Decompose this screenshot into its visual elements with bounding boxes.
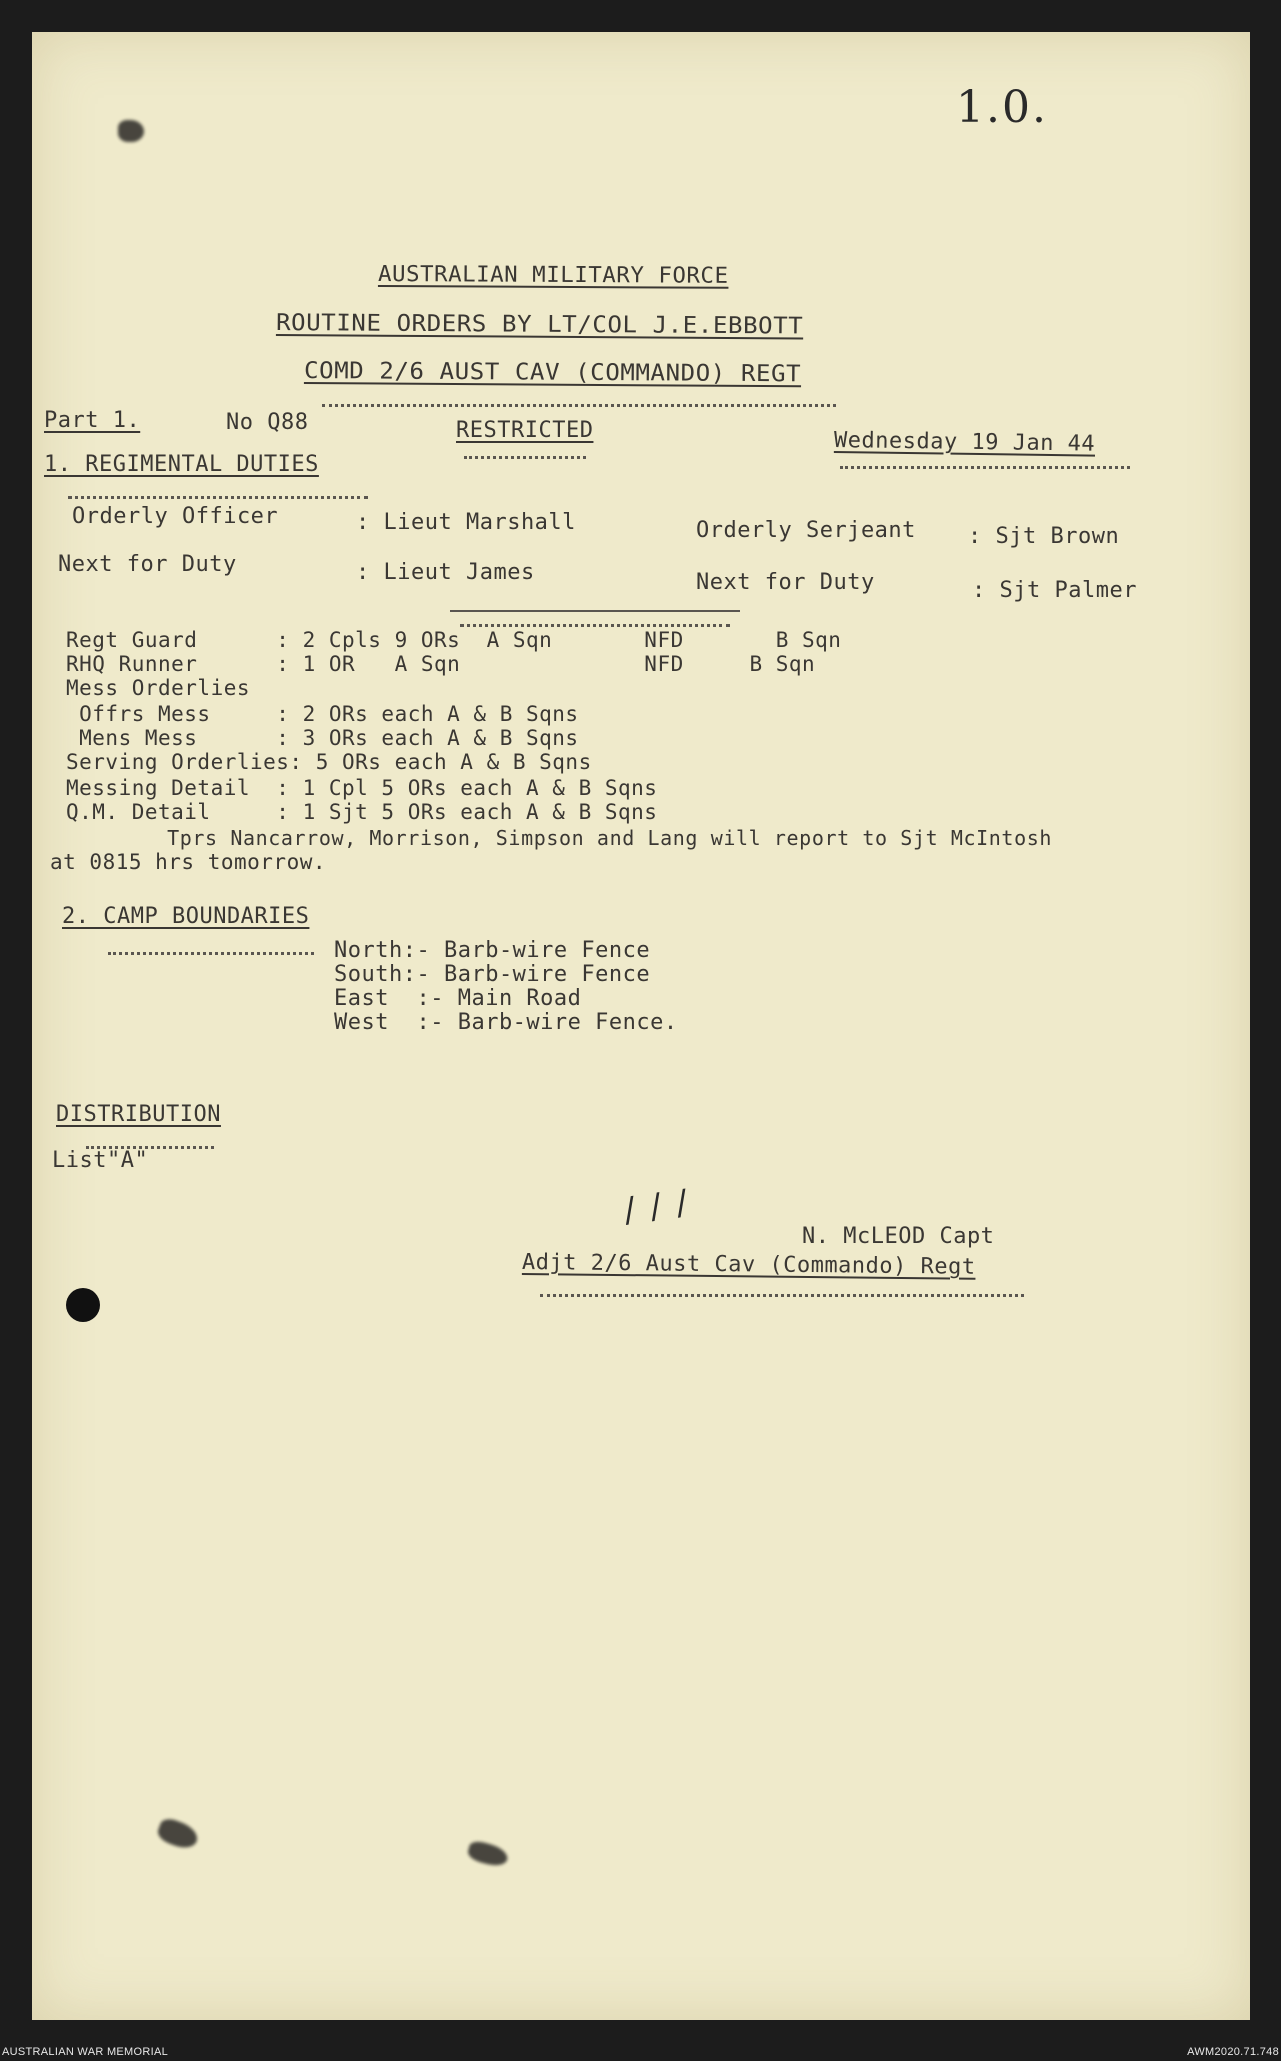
duty-label-orderly-serjeant: Orderly Serjeant	[696, 518, 916, 543]
detail-line-serving-orderlies: Serving Orderlies: 5 ORs each A & B Sqns	[66, 750, 592, 774]
distribution-title: DISTRIBUTION	[56, 1102, 221, 1127]
section2-dots	[108, 952, 314, 955]
detail-line-messing-detail: Messing Detail : 1 Cpl 5 ORs each A & B Sqns	[66, 776, 658, 800]
detail-line-regt-guard: Regt Guard : 2 Cpls 9 ORs A Sqn NFD B Sqn	[66, 628, 842, 652]
duty-separator	[450, 610, 740, 612]
classification-dots	[464, 456, 586, 459]
distribution-list: List"A"	[52, 1148, 149, 1173]
document-page	[32, 32, 1250, 2020]
folio-number: 1.0.	[956, 82, 1048, 133]
detail-line-rhq-runner: RHQ Runner : 1 OR A Sqn NFD B Sqn	[66, 652, 816, 676]
signatory-name: N. McLEOD Capt	[802, 1224, 995, 1249]
boundary-west: West :- Barb-wire Fence.	[334, 1010, 678, 1035]
duty-value-next-serjeant: : Sjt Palmer	[972, 578, 1137, 603]
detail-line-mens-mess: Mens Mess : 3 ORs each A & B Sqns	[66, 726, 579, 750]
duty-label-next-serjeant: Next for Duty	[696, 570, 875, 595]
signature-mark: / / /	[621, 1182, 693, 1231]
detail-line-report-time: at 0815 hrs tomorrow.	[50, 850, 327, 874]
ink-smudge	[466, 1839, 510, 1869]
ink-smudge	[155, 1816, 201, 1852]
duty-label-orderly-officer: Orderly Officer	[72, 504, 279, 529]
duty-value-orderly-serjeant: : Sjt Brown	[968, 524, 1120, 549]
section1-dots	[68, 496, 368, 499]
duty-label-next-officer: Next for Duty	[58, 552, 237, 577]
duty-value-next-officer: : Lieut James	[356, 560, 535, 585]
duty-value-orderly-officer: : Lieut Marshall	[356, 510, 576, 535]
detail-line-mess-orderlies: Mess Orderlies	[66, 676, 251, 700]
order-number: No Q88	[226, 410, 309, 435]
section1-title: 1. REGIMENTAL DUTIES	[44, 452, 319, 477]
paper-damage-mark	[118, 120, 144, 142]
boundary-north: North:- Barb-wire Fence	[334, 938, 651, 963]
header-line-2: ROUTINE ORDERS BY LT/COL J.E.EBBOTT	[275, 310, 804, 340]
detail-line-tprs-report: Tprs Nancarrow, Morrison, Simpson and Lang will report to Sjt McIntosh	[66, 826, 1052, 850]
header-line-3: COMD 2/6 AUST CAV (COMMANDO) REGT	[303, 358, 802, 388]
binder-hole-upper	[66, 1288, 100, 1322]
boundary-east: East :- Main Road	[334, 986, 582, 1011]
classification-label: RESTRICTED	[456, 418, 594, 443]
header-line-1: AUSTRALIAN MILITARY FORCE	[377, 262, 729, 289]
detail-line-offrs-mess: Offrs Mess : 2 ORs each A & B Sqns	[66, 702, 579, 726]
part-label: Part 1.	[44, 408, 141, 433]
footer-right: AWM2020.71.748	[1187, 2046, 1279, 2058]
signature-dots	[540, 1294, 1024, 1297]
footer-left: AUSTRALIAN WAR MEMORIAL	[2, 2046, 169, 2058]
boundary-south: South:- Barb-wire Fence	[334, 962, 651, 987]
date-dots	[840, 466, 1130, 469]
order-date: Wednesday 19 Jan 44	[833, 428, 1096, 457]
section2-title: 2. CAMP BOUNDARIES	[62, 904, 310, 929]
header-dotted-rule	[322, 404, 836, 407]
duty-separator-dots	[460, 624, 730, 627]
detail-line-qm-detail: Q.M. Detail : 1 Sjt 5 ORs each A & B Sqns	[66, 800, 658, 824]
signatory-title: Adjt 2/6 Aust Cav (Commando) Regt	[521, 1250, 976, 1280]
